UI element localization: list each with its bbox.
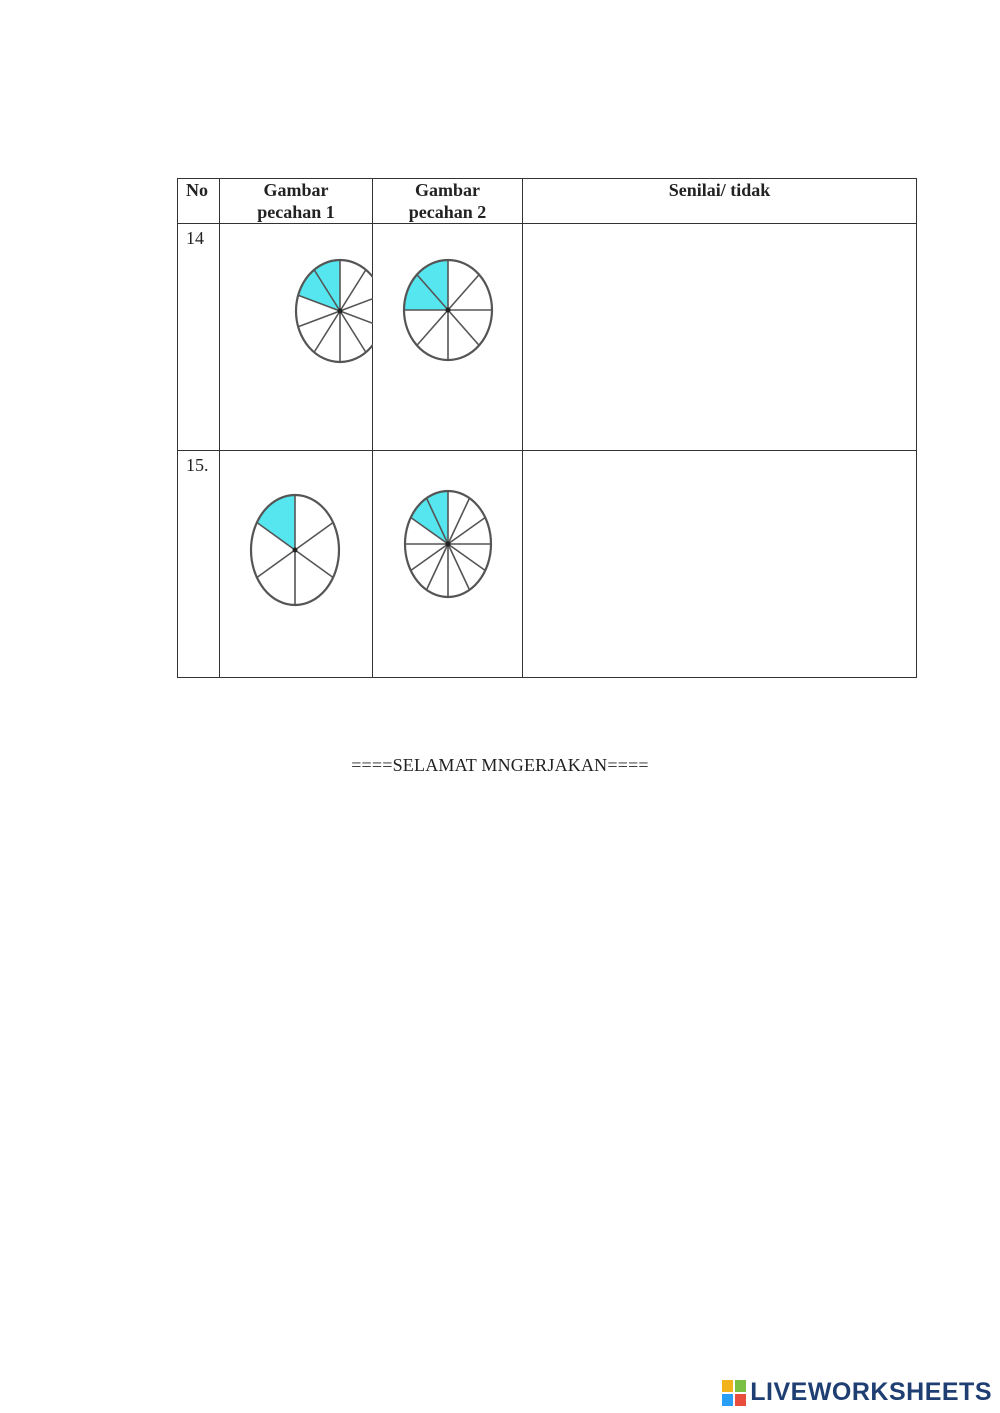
answer-cell-15[interactable]: [523, 451, 917, 678]
center-dot: [446, 542, 451, 547]
slice-divider: [314, 311, 340, 352]
center-dot: [446, 308, 451, 313]
fraction-circle-row14-2: [373, 224, 523, 446]
header-gambar-1-line1: Gambar: [263, 180, 329, 200]
fraction-1-cell: [220, 451, 373, 678]
slice-divider: [298, 311, 340, 327]
slice-divider: [340, 270, 366, 311]
shaded-slice: [257, 495, 295, 550]
table-row: [178, 451, 917, 678]
header-gambar-2-line2: pecahan 2: [408, 202, 487, 222]
center-dot: [293, 548, 298, 553]
brand-name: LIVEWORKSHEETS: [750, 1378, 992, 1406]
answer-cell-14[interactable]: [523, 224, 917, 451]
fraction-1-cell: [220, 224, 373, 451]
header-no: No: [178, 179, 220, 224]
fraction-circle-row15-1: [220, 451, 373, 673]
slice-divider: [448, 275, 479, 310]
header-gambar-1-line2: pecahan 1: [257, 202, 335, 222]
row-number: 14: [178, 224, 220, 451]
table-header-row: [178, 179, 917, 224]
liveworksheets-logo-icon: [722, 1380, 746, 1406]
closing-message: ====SELAMAT MNGERJAKAN====: [351, 755, 649, 775]
slice-divider: [295, 523, 333, 551]
fraction-2-cell: [373, 224, 523, 451]
header-gambar-pecahan-1: [220, 179, 373, 224]
fraction-circle-row15-2: [373, 451, 523, 673]
fraction-table: [177, 178, 917, 678]
slice-divider: [295, 550, 333, 578]
header-gambar-2-line1: Gambar: [415, 180, 480, 200]
header-gambar-pecahan-2: [373, 179, 523, 224]
header-senilai-tidak: Senilai/ tidak: [523, 179, 917, 224]
brand-watermark: [722, 1378, 992, 1407]
slice-divider: [417, 310, 448, 345]
slice-divider: [257, 550, 295, 578]
fraction-2-cell: [373, 451, 523, 678]
slice-divider: [448, 310, 479, 345]
fraction-circle-row14-1: [220, 224, 373, 446]
center-dot: [338, 309, 343, 314]
table-row: [178, 224, 917, 451]
row-number: 15.: [178, 451, 220, 678]
slice-divider: [340, 311, 366, 352]
